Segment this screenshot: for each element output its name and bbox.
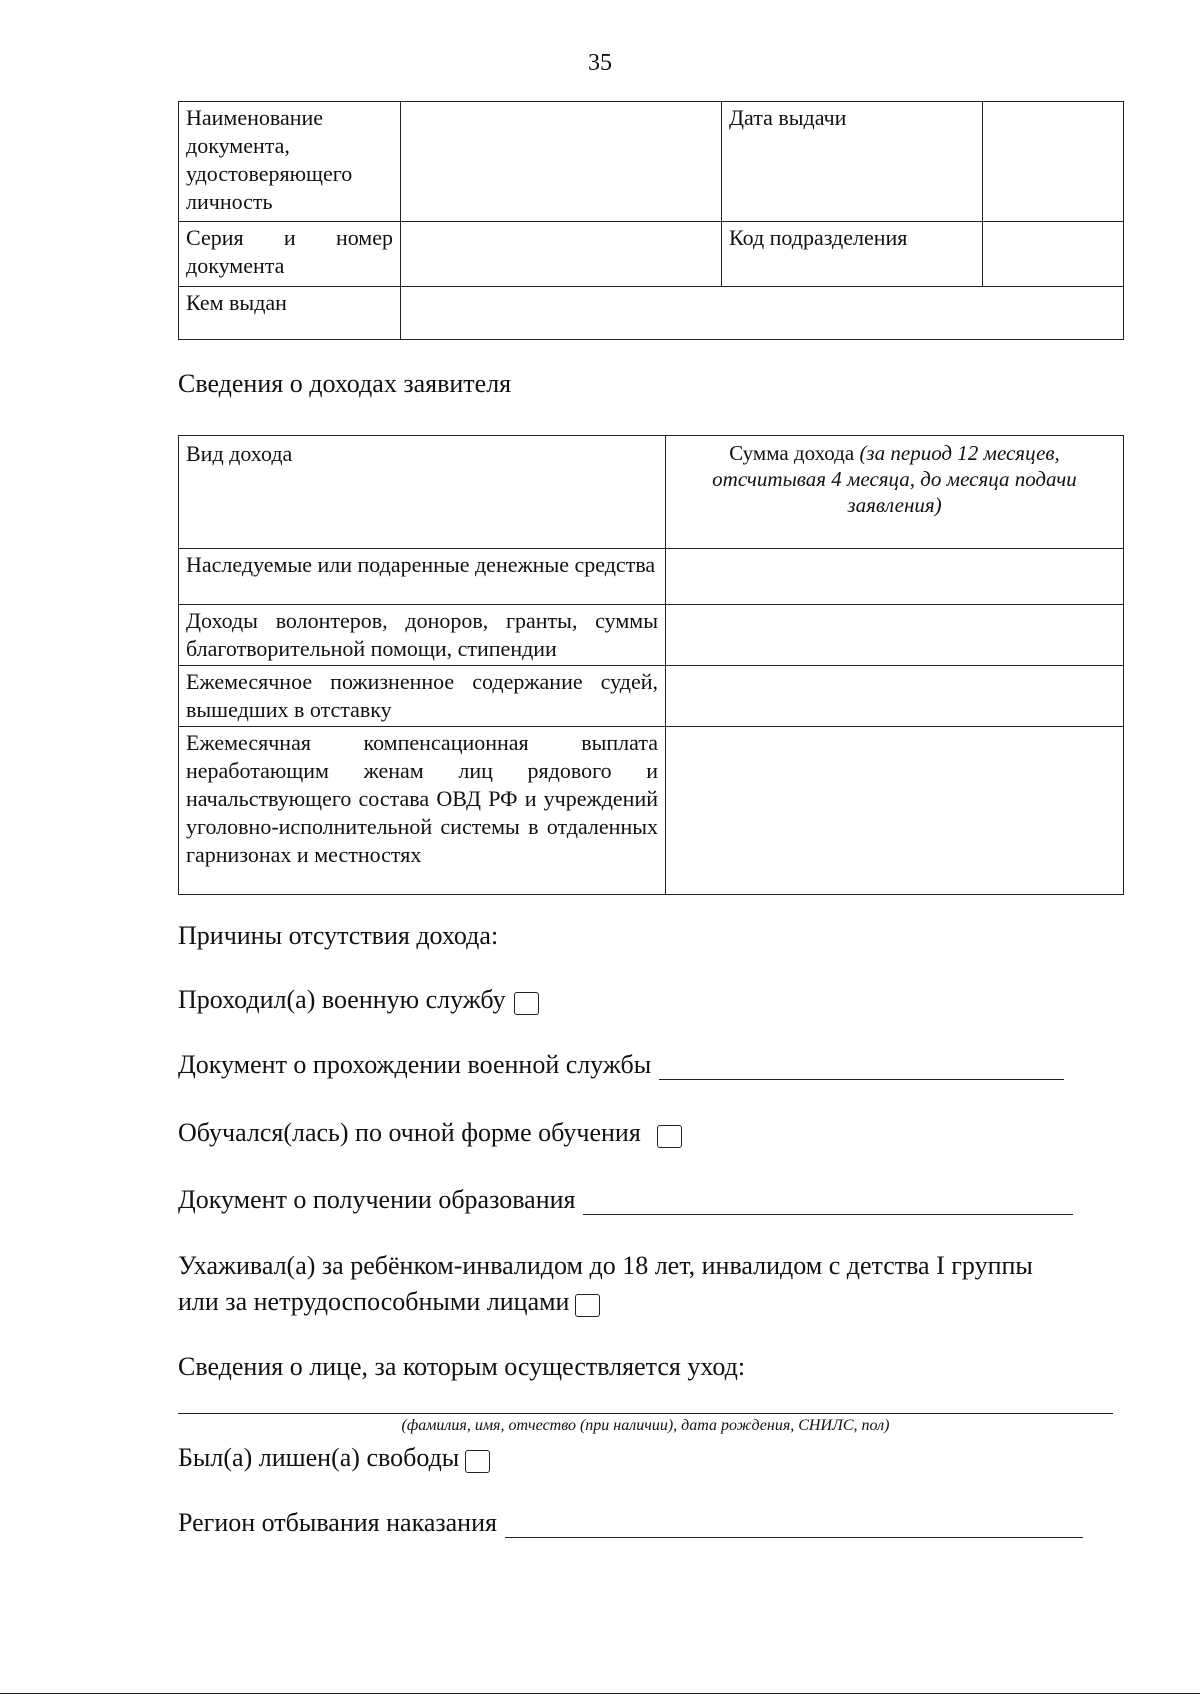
- military-document-field[interactable]: [659, 1051, 1064, 1080]
- income-row-amount-field[interactable]: [666, 727, 1124, 895]
- series-number-field[interactable]: [401, 222, 722, 287]
- income-sum-header-period: (за период 12 месяцев, отсчитывая 4 месяца, до месяца подачи заявления): [712, 441, 1077, 517]
- imprisoned-label: Был(а) лишен(а) свободы: [178, 1443, 460, 1472]
- series-number-label-text: Серия и номер документа: [186, 225, 393, 278]
- cared-person-field[interactable]: [178, 1413, 1113, 1414]
- doc-name-label: Наименование документа, удостоверяющего личность: [179, 102, 401, 222]
- cared-person-caption: (фамилия, имя, отчество (при наличии), дата рождения, СНИЛС, пол): [401, 1417, 890, 1434]
- income-row-label: Ежемесячная компенсационная выплата неработающим женам лиц рядового и начальствующего состава ОВД РФ и учреждений уголовно-исполнительной системы в отдаленных гарнизонах и местностях: [179, 727, 666, 895]
- sentence-region-row: [178, 1508, 1083, 1538]
- sentence-region-label: Регион отбывания наказания: [178, 1508, 497, 1537]
- issued-by-field[interactable]: [401, 287, 1124, 340]
- imprisoned-checkbox[interactable]: [465, 1450, 490, 1473]
- full-time-study-row: [178, 1118, 682, 1148]
- military-document-row: [178, 1050, 1064, 1080]
- cared-person-title: Сведения о лице, за которым осуществляется уход:: [178, 1352, 746, 1381]
- caregiver-label-line2: или за нетрудоспособными лицами: [178, 1287, 570, 1316]
- military-service-row: [178, 985, 539, 1015]
- income-row-amount-field[interactable]: [666, 666, 1124, 727]
- issue-date-label: Дата выдачи: [722, 102, 983, 222]
- full-time-study-label: Обучался(лась) по очной форме обучения: [178, 1118, 641, 1147]
- sentence-region-field[interactable]: [505, 1509, 1083, 1538]
- caregiver-row: [178, 1287, 600, 1317]
- military-service-checkbox[interactable]: [514, 992, 539, 1015]
- full-time-study-checkbox[interactable]: [657, 1125, 682, 1148]
- caregiver-label-line1: Ухаживал(а) за ребёнком-инвалидом до 18 лет, инвалидом с детства I группы: [178, 1251, 1033, 1280]
- income-row-amount-field[interactable]: [666, 549, 1124, 605]
- education-document-field[interactable]: [583, 1186, 1073, 1215]
- income-row-label: Наследуемые или подаренные денежные средства: [179, 549, 666, 605]
- imprisoned-row: [178, 1443, 490, 1473]
- identity-document-table: [178, 101, 1124, 340]
- education-document-row: [178, 1185, 1073, 1215]
- no-income-title: Причины отсутствия дохода:: [178, 921, 499, 950]
- income-section-title: Сведения о доходах заявителя: [178, 369, 512, 398]
- page-bottom-divider: [0, 1693, 1200, 1694]
- income-row-amount-field[interactable]: [666, 605, 1124, 666]
- income-sum-header-plain: Сумма дохода: [729, 441, 860, 465]
- military-document-label: Документ о прохождении военной службы: [178, 1050, 652, 1079]
- series-number-label: [179, 222, 401, 287]
- division-code-label: Код подразделения: [722, 222, 983, 287]
- income-table: [178, 435, 1124, 895]
- military-service-label: Проходил(а) военную службу: [178, 985, 506, 1014]
- income-row-label: Ежемесячное пожизненное содержание судей, вышедших в отставку: [179, 666, 666, 727]
- doc-name-field[interactable]: [401, 102, 722, 222]
- education-document-label: Документ о получении образования: [178, 1185, 576, 1214]
- income-row-label: Доходы волонтеров, доноров, гранты, суммы благотворительной помощи, стипендии: [179, 605, 666, 666]
- page-number: 35: [588, 50, 612, 76]
- division-code-field[interactable]: [983, 222, 1124, 287]
- income-sum-header: [666, 436, 1124, 549]
- caregiver-checkbox[interactable]: [575, 1294, 600, 1317]
- income-type-header: Вид дохода: [179, 436, 666, 549]
- issue-date-field[interactable]: [983, 102, 1124, 222]
- issued-by-label: Кем выдан: [179, 287, 401, 340]
